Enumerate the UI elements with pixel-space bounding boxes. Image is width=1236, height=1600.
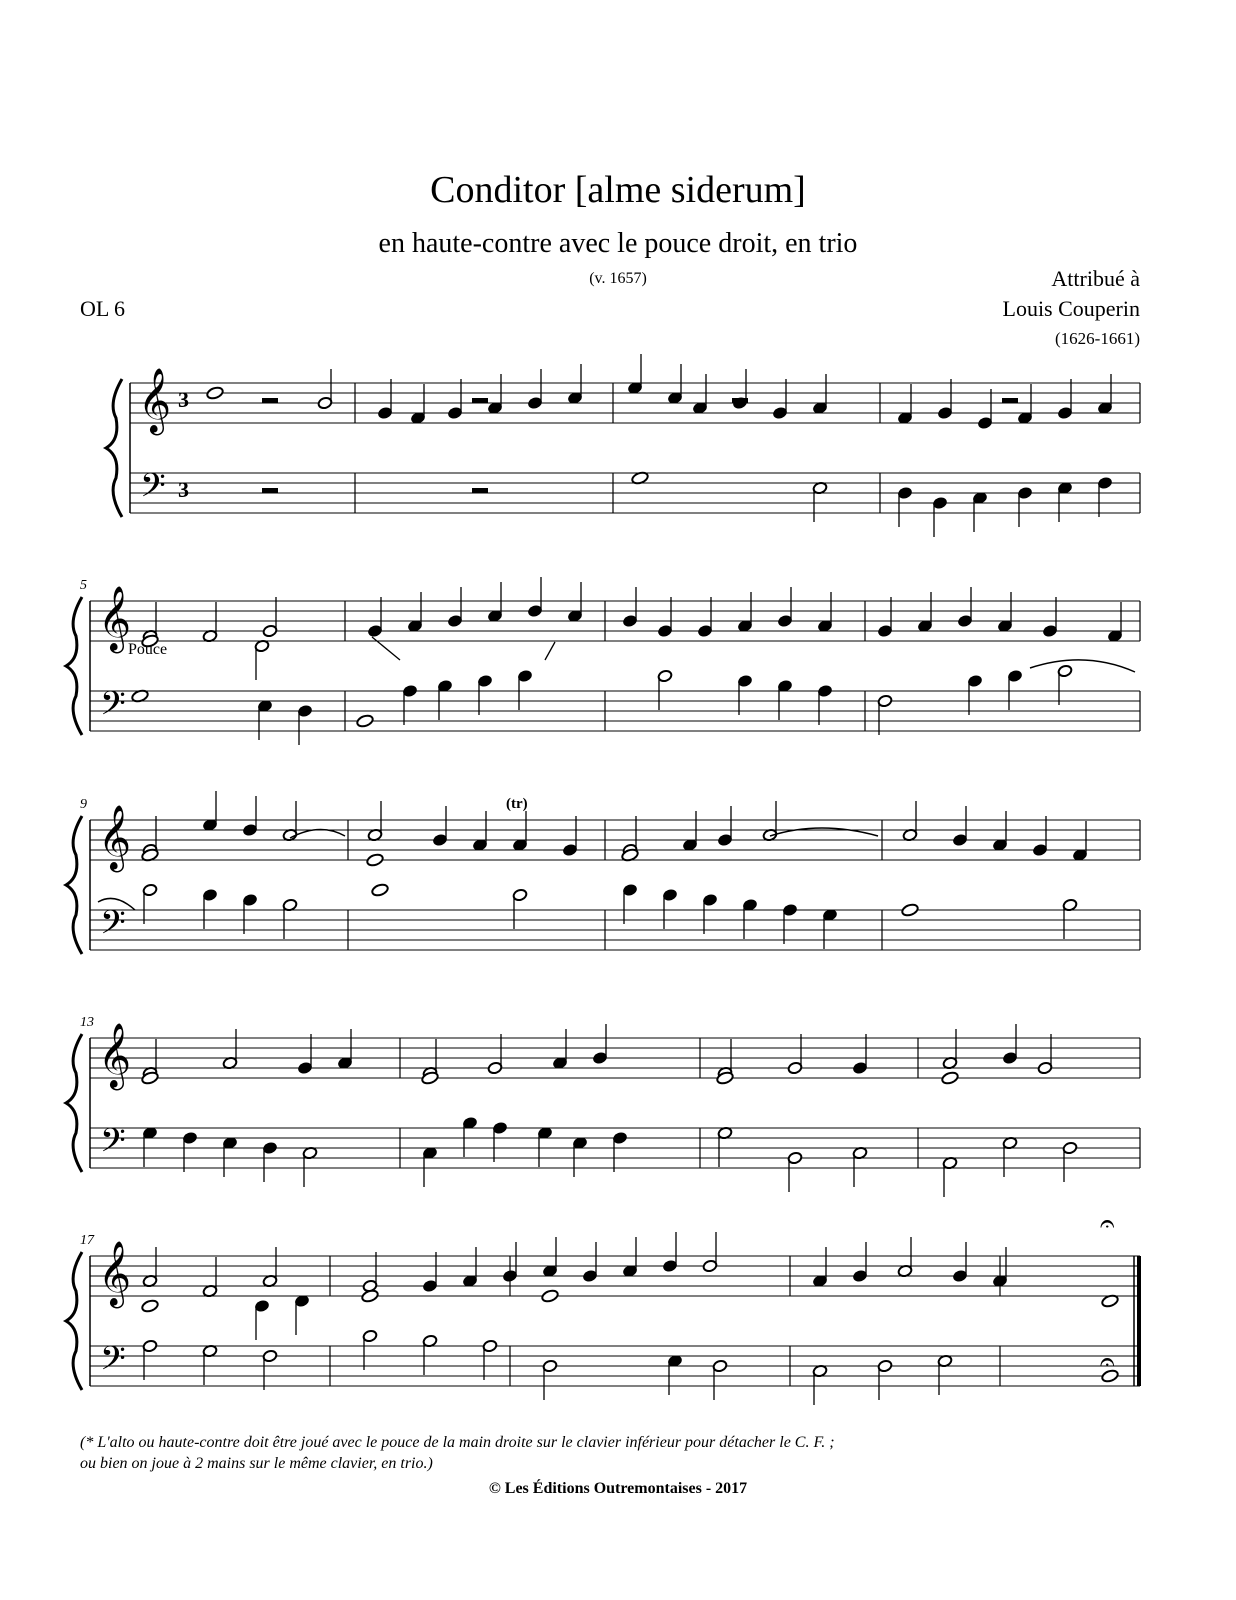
system-5: [66, 1232, 1141, 1405]
note-head: [206, 386, 224, 400]
trill-annotation: (tr): [506, 796, 528, 812]
bass-clef-icon: 𝄢: [100, 685, 126, 731]
treble-clef-icon: 𝄞: [98, 586, 132, 651]
footnote: [80, 1432, 1180, 1474]
composer-years: (1626-1661): [1055, 329, 1140, 348]
system-3: [66, 791, 1140, 954]
measure-number: 17: [80, 1233, 94, 1248]
half-rest: [1002, 398, 1018, 403]
pouce-annotation: Pouce: [128, 641, 168, 658]
system-4: [66, 1015, 1140, 1197]
system-2: [66, 577, 1140, 745]
brace: [66, 816, 82, 954]
note-head: [141, 1299, 159, 1313]
note-head: [901, 903, 919, 917]
note-head: [361, 1289, 379, 1303]
catalog-number: OL 6: [80, 296, 126, 321]
footnote-line-2: ou bien on joue à 2 mains sur le même clavier, en trio.): [80, 1455, 433, 1472]
attribution-label: Attribué à: [1051, 266, 1140, 291]
half-rest: [262, 488, 278, 493]
fermata-icon: 𝄐: [1100, 1347, 1115, 1377]
measure-number: 13: [80, 1015, 94, 1030]
tie: [1030, 660, 1135, 672]
measure-number: 9: [80, 797, 87, 812]
note-head: [941, 1071, 959, 1085]
measure-number: 5: [80, 578, 87, 593]
brace: [106, 379, 122, 517]
guide-line: [372, 637, 400, 660]
note-head: [356, 714, 374, 728]
note-head: [371, 883, 389, 897]
half-rest: [472, 488, 488, 493]
tie: [770, 828, 878, 836]
time-signature: 3: [178, 477, 189, 502]
system-1: [106, 354, 1140, 537]
guide-line: [545, 642, 555, 660]
treble-clef-icon: 𝄞: [98, 1023, 132, 1088]
final-barline-thick: [1137, 1256, 1141, 1386]
tie: [290, 829, 345, 838]
page-title: Conditor [alme siderum]: [430, 169, 806, 211]
time-signature: 3: [178, 387, 189, 412]
treble-clef-icon: 𝄞: [138, 368, 172, 433]
bass-clef-icon: 𝄢: [100, 904, 126, 950]
composition-date: (v. 1657): [589, 270, 647, 287]
bass-clef-icon: 𝄢: [140, 467, 166, 513]
half-rest: [262, 398, 278, 403]
composer-name: Louis Couperin: [1002, 296, 1140, 321]
note-head: [541, 1289, 559, 1303]
footnote-line-1: (* L'alto ou haute-contre doit être joué avec le pouce de la main droite sur le clavier inférieur pour détacher le C. F. ;: [80, 1434, 835, 1451]
brace: [66, 1034, 82, 1172]
half-rest: [472, 398, 488, 403]
fermata-icon: 𝄐: [1100, 1209, 1115, 1239]
copyright: © Les Éditions Outremontaises - 2017: [488, 1480, 748, 1497]
treble-clef-icon: 𝄞: [98, 805, 132, 870]
brace: [66, 1252, 82, 1390]
brace: [66, 597, 82, 735]
page-subtitle: en haute-contre avec le pouce droit, en trio: [378, 228, 858, 259]
bass-clef-icon: 𝄢: [100, 1122, 126, 1168]
bass-clef-icon: 𝄢: [100, 1340, 126, 1386]
note-head: [366, 853, 384, 867]
treble-clef-icon: 𝄞: [98, 1241, 132, 1306]
